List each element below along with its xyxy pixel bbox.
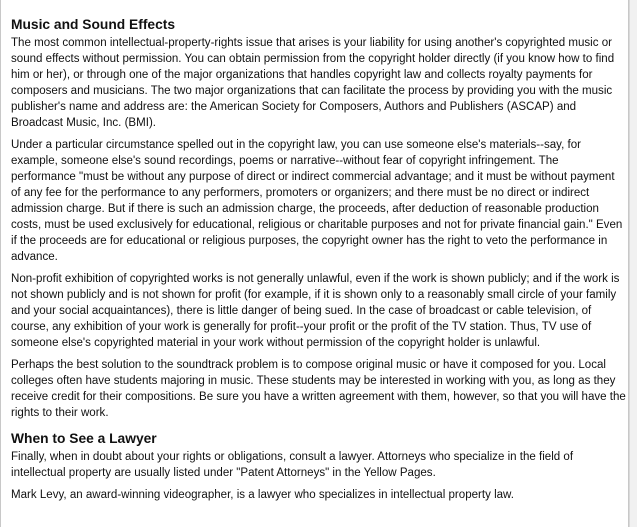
scrollbar-track[interactable]: [629, 0, 637, 527]
paragraph-music-1: The most common intellectual-property-rights issue that arises is your liability for using another's copyrighted music or sound effects without permission. You can obtain permission from the copyright holder directly (if you know how to find him or her), or through one of the major organizations that handles copyright law and collects royalty payments for composers and musicians. The two major organizations that can facilitate the process by providing you with the music publisher's name and address are: the American Society for Composers, Authors and Publishers (ASCAP) and Broadcast Music, Inc. (BMI).: [11, 37, 615, 129]
paragraph-music-4: Perhaps the best solution to the soundtrack problem is to compose original music or have it composed for you. Local colleges often have students majoring in music. These students may be interested in working with you, as long as they receive credit for their compositions. Be sure you have a written agreement with them, however, so that you will have the rights to their work.: [11, 359, 626, 419]
paragraph-lawyer-1: Finally, when in doubt about your rights or obligations, consult a lawyer. Attorneys who specialize in the field of intellectual property are usually listed under "Patent Attorneys" in the Yellow Pages.: [11, 451, 574, 479]
article-content: [11, 17, 626, 509]
section-heading-lawyer: When to See a Lawyer: [11, 431, 157, 446]
paragraph-music-3: Non-profit exhibition of copyrighted works is not generally unlawful, even if the work is shown publicly; and if the work is not shown publicly and is not shown for profit (for example, if it is shown only to a reasonably small circle of your family and your social acquaintances), there is little danger of being sued. In the case of broadcast or cable television, of course, any exhibition of your work is generally for profit--your profit or the profit of the TV station. Thus, TV use of someone else's copyrighted material in your work without permission of the copyright holder is unlawful.: [11, 273, 620, 349]
paragraph-music-2: Under a particular circumstance spelled out in the copyright law, you can use someone else's materials--say, for example, someone else's sound recordings, poems or narrative--without fear of copyright infringement. The performance "must be without any purpose of direct or indirect commercial advantage; and it must be without payment of any fee for the performance to any performers, promoters or organizers; and there must be no direct or indirect admission charge. But if there is such an admission charge, the proceeds, after deduction of reasonable production costs, must be used exclusively for educational, religious or charitable purposes and not for private financial gain." Even if the proceeds are for educational or religious purposes, the copyright owner has the right to veto the performance in advance.: [11, 139, 623, 263]
paragraph-author-bio: Mark Levy, an award-winning videographer, is a lawyer who specializes in intellectual property law.: [11, 489, 514, 501]
section-heading-music: Music and Sound Effects: [11, 17, 176, 32]
